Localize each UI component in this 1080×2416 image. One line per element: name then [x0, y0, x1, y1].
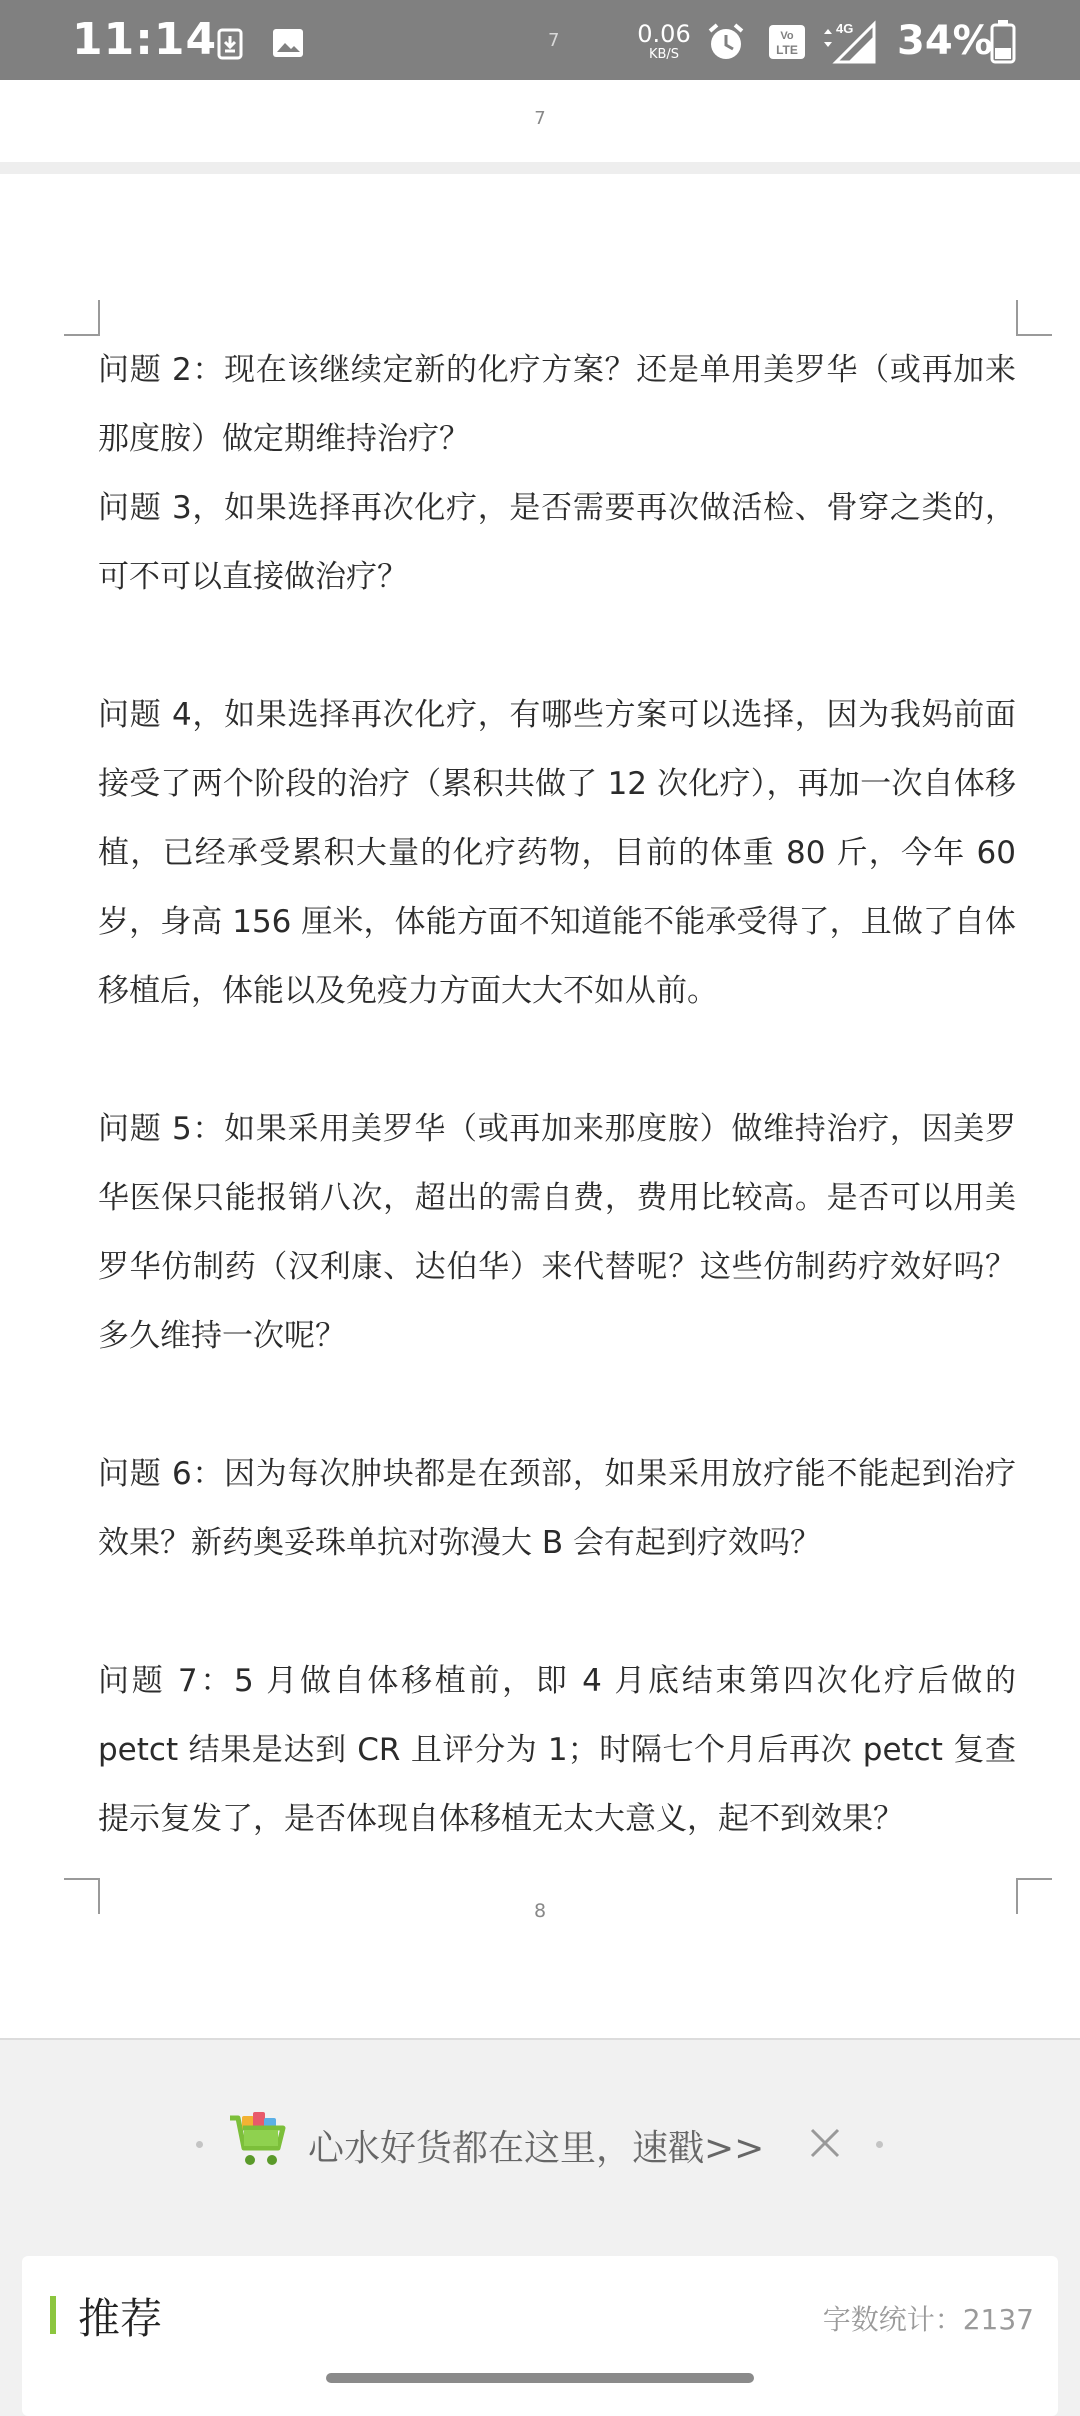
svg-text:4G: 4G — [836, 21, 854, 36]
blank-line — [98, 1371, 1016, 1440]
paragraph-question-7: 问题 7：5 月做自体移植前，即 4 月底结束第四次化疗后做的 petct 结果是达到 CR 且评分为 1；时隔七个月后再次 petct 复查提示复发了，是否体现自体移植无太大意义，起不到效果？ — [98, 1663, 1016, 1837]
document-body[interactable] — [98, 336, 1016, 1854]
blank-line — [98, 1026, 1016, 1095]
svg-text:LTE: LTE — [776, 43, 798, 57]
margin-corner-top-left — [64, 300, 100, 336]
previous-page-bottom — [0, 80, 1080, 162]
status-bar — [0, 0, 1080, 80]
ad-banner[interactable] — [196, 2108, 886, 2178]
page-separator — [0, 162, 1080, 174]
status-time: 11:14 — [72, 14, 218, 65]
net-speed-unit: KB/S — [648, 47, 680, 62]
page-number: 8 — [533, 1900, 547, 1922]
alarm-icon — [706, 22, 746, 62]
home-indicator[interactable] — [326, 2373, 754, 2383]
ad-dot-left — [196, 2141, 203, 2148]
margin-corner-top-right — [1016, 300, 1052, 336]
previous-page-number: 7 — [534, 108, 546, 129]
ad-text[interactable]: 心水好货都在这里，速戳>> — [308, 2128, 765, 2169]
word-count: 字数统计：2137 — [822, 2303, 1034, 2336]
close-icon[interactable] — [806, 2124, 844, 2162]
blank-line — [98, 1578, 1016, 1647]
net-speed — [636, 22, 692, 61]
paragraph-question-6: 问题 6：因为每次肿块都是在颈部，如果采用放疗能不能起到治疗效果？新药奥妥珠单抗对弥漫大 B 会有起到疗效吗？ — [98, 1456, 1016, 1561]
net-speed-value: 0.06 — [637, 20, 691, 48]
notification-count: 7 — [548, 30, 560, 51]
svg-text:Vo: Vo — [780, 30, 794, 42]
recommend-accent-bar — [50, 2296, 56, 2334]
signal-icon — [820, 20, 880, 64]
shopping-cart-icon — [226, 2108, 288, 2170]
recommend-title: 推荐 — [78, 2294, 163, 2343]
paragraph-question-3: 问题 3，如果选择再次化疗，是否需要再次做活检、骨穿之类的，可不可以直接做治疗？ — [98, 490, 1016, 595]
gallery-notification-icon — [272, 28, 304, 58]
paragraph-question-2: 问题 2：现在该继续定新的化疗方案？还是单用美罗华（或再加来那度胺）做定期维持治疗？ — [98, 352, 1016, 457]
paragraph-question-4: 问题 4，如果选择再次化疗，有哪些方案可以选择，因为我妈前面接受了两个阶段的治疗（累积共做了 12 次化疗），再加一次自体移植，已经承受累积大量的化疗药物，目前的体重 80 斤，今年 60 岁，身高 156 厘米，体能方面不知道能不能承受得了，且做了自体移植后，体能以及免疫力方面大大不如从前。 — [98, 697, 1016, 1009]
volte-icon — [768, 24, 806, 60]
document-page[interactable] — [0, 174, 1080, 2040]
battery-percent: 34% — [897, 18, 993, 64]
ad-dot-right — [876, 2141, 883, 2148]
recommend-card[interactable] — [22, 2256, 1058, 2416]
battery-icon — [990, 20, 1016, 64]
paragraph-question-5: 问题 5：如果采用美罗华（或再加来那度胺）做维持治疗，因美罗华医保只能报销八次，超出的需自费，费用比较高。是否可以用美罗华仿制药（汉利康、达伯华）来代替呢？这些仿制药疗效好吗？多久维持一次呢？ — [98, 1111, 1016, 1354]
blank-line — [98, 612, 1016, 681]
download-notification-icon — [217, 28, 243, 60]
